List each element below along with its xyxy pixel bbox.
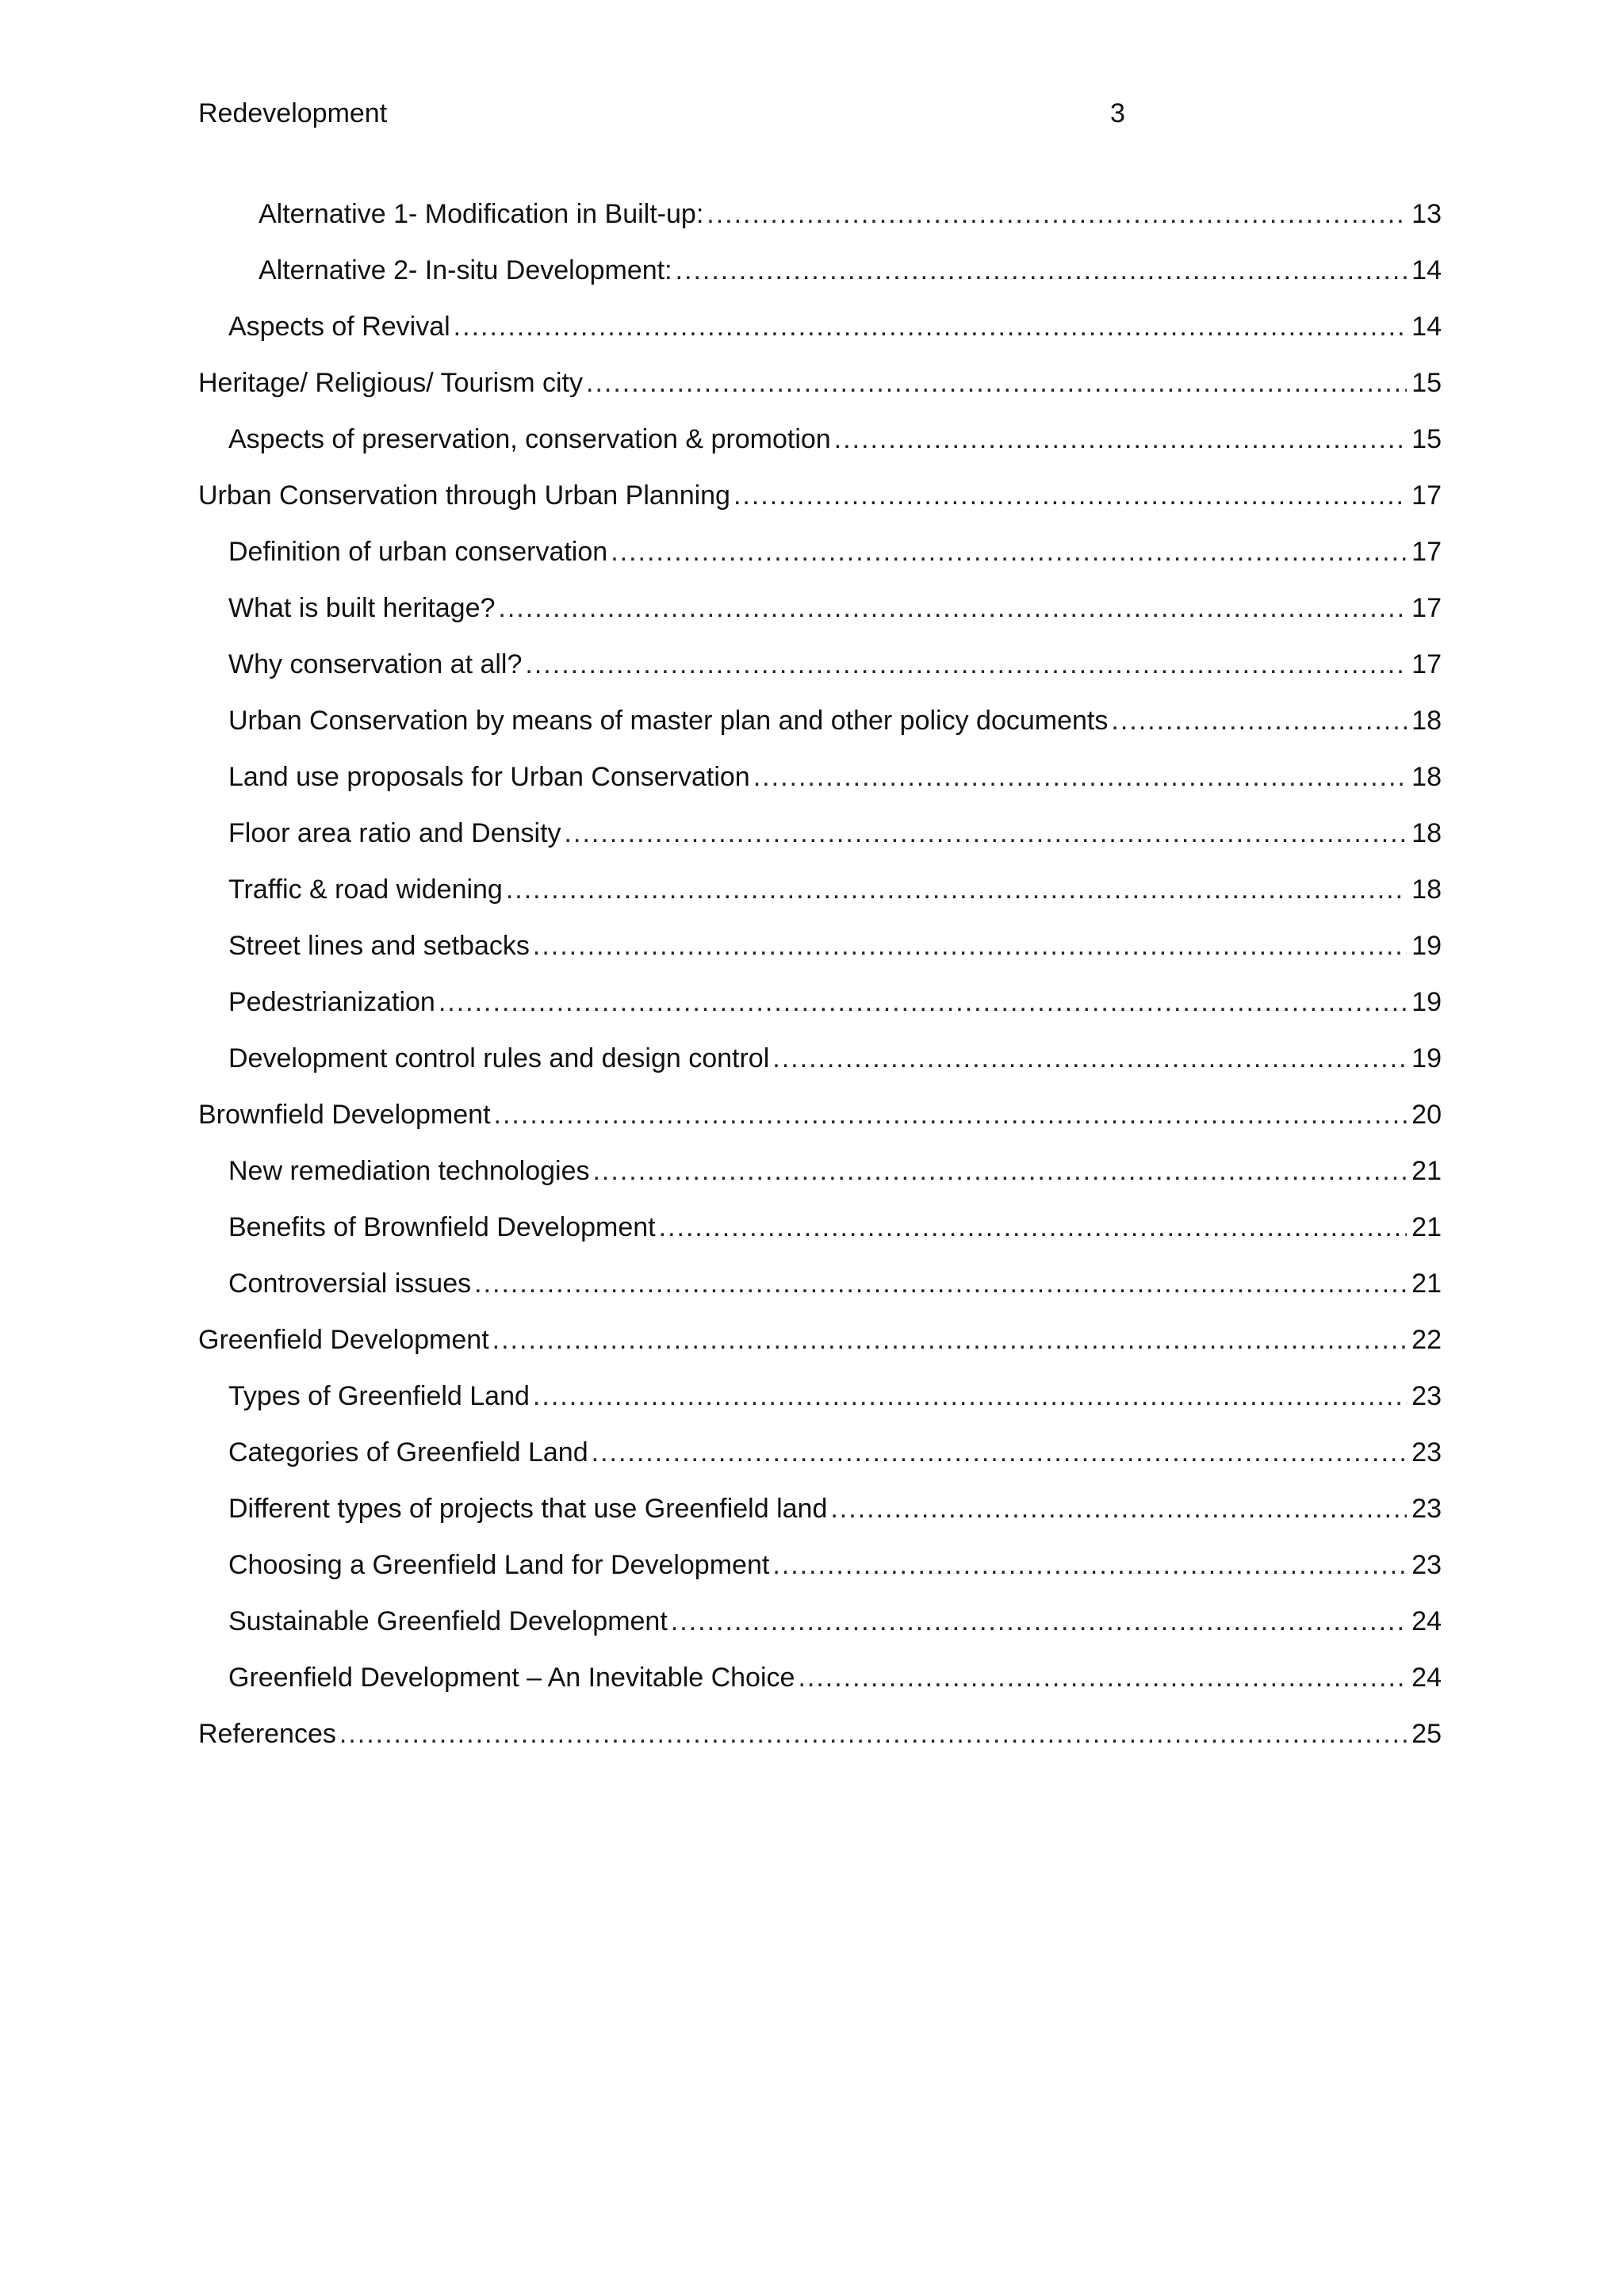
toc-entry-title: Choosing a Greenfield Land for Development xyxy=(228,1550,770,1580)
toc-entry-title: Traffic & road widening xyxy=(228,874,503,905)
toc-entry[interactable] xyxy=(198,1264,1442,1320)
dot-leader xyxy=(586,363,1407,403)
dot-leader xyxy=(533,1376,1407,1416)
toc-entry-title: Street lines and setbacks xyxy=(228,931,530,961)
toc-entry-title: Aspects of Revival xyxy=(228,312,450,342)
running-head-title: Redevelopment xyxy=(198,98,388,128)
toc-entry-page: 23 xyxy=(1411,1381,1442,1411)
dot-leader xyxy=(565,813,1408,853)
toc-entry-title: References xyxy=(198,1719,336,1749)
dot-leader xyxy=(533,926,1407,966)
dot-leader xyxy=(676,251,1408,290)
toc-entry[interactable] xyxy=(198,645,1442,701)
toc-entry-title: Development control rules and design control xyxy=(228,1043,770,1073)
toc-entry-page: 20 xyxy=(1411,1100,1442,1130)
toc-entry-title: Land use proposals for Urban Conservation xyxy=(228,762,750,792)
toc-entry-page: 17 xyxy=(1411,480,1442,511)
toc-entry-title: Different types of projects that use Greenfield land xyxy=(228,1494,828,1524)
toc-entry-title: Why conservation at all? xyxy=(228,649,523,679)
toc-entry[interactable] xyxy=(198,307,1442,363)
toc-entry[interactable] xyxy=(198,588,1442,645)
dot-leader xyxy=(439,982,1407,1022)
toc-entry-page: 18 xyxy=(1411,706,1442,736)
toc-entry-title: Greenfield Development xyxy=(198,1325,489,1355)
toc-entry-page: 15 xyxy=(1411,368,1442,398)
toc-entry[interactable] xyxy=(198,1489,1442,1545)
toc-entry-title: What is built heritage? xyxy=(228,593,496,623)
dot-leader xyxy=(1111,701,1407,740)
toc-entry-page: 17 xyxy=(1411,593,1442,623)
toc-entry[interactable] xyxy=(198,1320,1442,1376)
dot-leader xyxy=(492,1320,1408,1360)
toc-entry[interactable] xyxy=(198,194,1442,251)
toc-entry-page: 18 xyxy=(1411,762,1442,792)
dot-leader xyxy=(830,1489,1407,1529)
toc-entry-page: 19 xyxy=(1411,931,1442,961)
dot-leader xyxy=(494,1095,1408,1135)
toc-entry[interactable] xyxy=(198,251,1442,307)
toc-entry[interactable] xyxy=(198,982,1442,1039)
dot-leader xyxy=(592,1151,1407,1191)
toc-entry-title: Alternative 2- In-situ Development: xyxy=(259,255,672,285)
toc-entry[interactable] xyxy=(198,1039,1442,1095)
toc-entry[interactable] xyxy=(198,532,1442,588)
dot-leader xyxy=(611,532,1407,572)
toc-entry-page: 15 xyxy=(1411,424,1442,454)
toc-entry-page: 24 xyxy=(1411,1663,1442,1693)
toc-entry-page: 24 xyxy=(1411,1606,1442,1636)
toc-entry-page: 21 xyxy=(1411,1156,1442,1186)
toc-entry[interactable] xyxy=(198,926,1442,982)
toc-entry-title: Brownfield Development xyxy=(198,1100,491,1130)
toc-entry[interactable] xyxy=(198,363,1442,419)
toc-entry-title: Urban Conservation through Urban Planning xyxy=(198,480,730,511)
toc-entry[interactable] xyxy=(198,1545,1442,1601)
dot-leader xyxy=(659,1207,1408,1247)
toc-entry-title: Categories of Greenfield Land xyxy=(228,1437,588,1468)
toc-entry-page: 14 xyxy=(1411,312,1442,342)
toc-entry-title: New remediation technologies xyxy=(228,1156,590,1186)
toc-entry[interactable] xyxy=(198,701,1442,757)
toc-entry[interactable] xyxy=(198,419,1442,476)
toc-entry-title: Urban Conservation by means of master plan and other policy documents xyxy=(228,706,1109,736)
toc-entry-page: 22 xyxy=(1411,1325,1442,1355)
toc-entry[interactable] xyxy=(198,870,1442,926)
toc-entry-page: 23 xyxy=(1411,1550,1442,1580)
toc-entry[interactable] xyxy=(198,1714,1442,1770)
toc-entry[interactable] xyxy=(198,1658,1442,1714)
toc-entry-title: Controversial issues xyxy=(228,1269,472,1299)
toc-entry-title: Sustainable Greenfield Development xyxy=(228,1606,668,1636)
table-of-contents xyxy=(198,194,1442,1770)
dot-leader xyxy=(671,1601,1407,1641)
dot-leader xyxy=(339,1714,1407,1754)
toc-entry-page: 17 xyxy=(1411,537,1442,567)
toc-entry-title: Aspects of preservation, conservation & promotion xyxy=(228,424,831,454)
toc-entry[interactable] xyxy=(198,1376,1442,1433)
page-header xyxy=(198,94,1442,133)
dot-leader xyxy=(454,307,1408,346)
toc-entry[interactable] xyxy=(198,757,1442,813)
toc-entry-title: Types of Greenfield Land xyxy=(228,1381,530,1411)
toc-entry-page: 21 xyxy=(1411,1269,1442,1299)
dot-leader xyxy=(772,1039,1407,1078)
dot-leader xyxy=(525,645,1407,684)
toc-entry-page: 19 xyxy=(1411,987,1442,1017)
dot-leader xyxy=(753,757,1407,797)
toc-entry[interactable] xyxy=(198,1151,1442,1207)
dot-leader xyxy=(592,1433,1408,1472)
dot-leader xyxy=(834,419,1407,459)
toc-entry-title: Alternative 1- Modification in Built-up: xyxy=(259,199,704,229)
dot-leader xyxy=(506,870,1407,909)
dot-leader xyxy=(474,1264,1407,1303)
toc-entry-page: 19 xyxy=(1411,1043,1442,1073)
toc-entry-page: 18 xyxy=(1411,818,1442,848)
toc-entry-page: 13 xyxy=(1411,199,1442,229)
toc-entry-title: Heritage/ Religious/ Tourism city xyxy=(198,368,583,398)
toc-entry[interactable] xyxy=(198,476,1442,532)
toc-entry-page: 14 xyxy=(1411,255,1442,285)
toc-entry-title: Pedestrianization xyxy=(228,987,435,1017)
toc-entry-page: 25 xyxy=(1411,1719,1442,1749)
dot-leader xyxy=(707,194,1407,234)
toc-entry-page: 23 xyxy=(1411,1437,1442,1468)
toc-entry[interactable] xyxy=(198,1601,1442,1658)
toc-entry-title: Floor area ratio and Density xyxy=(228,818,561,848)
toc-entry[interactable] xyxy=(198,813,1442,870)
toc-entry-title: Definition of urban conservation xyxy=(228,537,608,567)
toc-entry[interactable] xyxy=(198,1207,1442,1264)
toc-entry-page: 21 xyxy=(1411,1212,1442,1242)
toc-entry-title: Greenfield Development – An Inevitable Choice xyxy=(228,1663,795,1693)
toc-entry-title: Benefits of Brownfield Development xyxy=(228,1212,656,1242)
toc-entry-page: 17 xyxy=(1411,649,1442,679)
dot-leader xyxy=(798,1658,1407,1697)
toc-entry[interactable] xyxy=(198,1433,1442,1489)
toc-entry[interactable] xyxy=(198,1095,1442,1151)
dot-leader xyxy=(733,476,1407,515)
toc-entry-page: 23 xyxy=(1411,1494,1442,1524)
dot-leader xyxy=(498,588,1407,628)
dot-leader xyxy=(772,1545,1407,1585)
toc-entry-page: 18 xyxy=(1411,874,1442,905)
page-number: 3 xyxy=(1110,98,1125,128)
